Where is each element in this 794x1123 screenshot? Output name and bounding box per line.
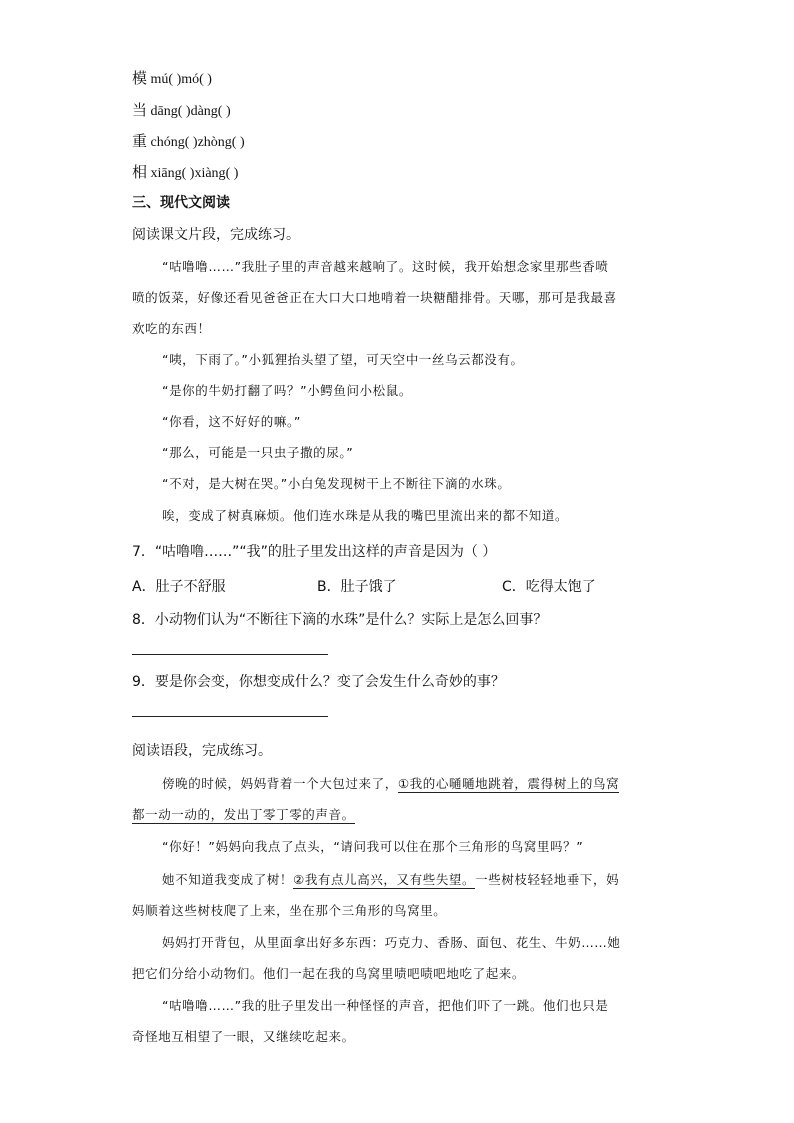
passage2-line: 妈妈打开背包，从里面拿出好多东西：巧克力、香肠、面包、花生、牛奶……她 <box>162 935 621 950</box>
option-c[interactable]: C．吃得太饱了 <box>502 579 596 595</box>
underlined-sentence-1-cont: 都一动一动的，发出丁零丁零的声音。 <box>132 807 355 822</box>
passage1-line: “咦，下雨了。”小狐狸抬头望了望，可天空中一丝乌云都没有。 <box>162 352 524 367</box>
reading1-intro: 阅读课文片段，完成练习。 <box>132 227 300 243</box>
passage2-line <box>162 870 619 888</box>
pinyin-reading-2: xiàng <box>194 166 226 181</box>
pinyin-reading-2: mó <box>181 72 200 87</box>
passage2-line <box>162 774 619 792</box>
pinyin-reading-1: dāng <box>150 104 178 119</box>
underlined-sentence-2: ②我有点儿高兴，又有些失望。 <box>293 872 476 887</box>
passage2-line <box>132 805 355 823</box>
section-title: 三、现代文阅读 <box>132 195 230 211</box>
answer-blank[interactable]: ( ) <box>231 135 245 150</box>
reading2-intro: 阅读语段，完成练习。 <box>132 743 272 759</box>
pinyin-reading-2: dàng <box>190 104 218 119</box>
answer-blank[interactable]: ( ) <box>168 72 182 87</box>
pinyin-reading-1: chóng <box>150 135 185 150</box>
pinyin-reading-1: xiāng <box>150 166 182 181</box>
passage1-line: “是你的牛奶打翻了吗？”小鳄鱼问小松鼠。 <box>162 383 412 398</box>
passage-text: 傍晚的时候，妈妈背着一个大包过来了， <box>162 776 398 791</box>
pinyin-row-zhong <box>132 130 245 151</box>
answer-blank[interactable]: ( ) <box>181 166 195 181</box>
passage1-line: “那么，可能是一只虫子撒的尿。” <box>162 445 354 460</box>
passage2-line: 把它们分给小动物们。他们一起在我的鸟窝里啧吧啧吧地吃了起来。 <box>132 966 526 981</box>
answer-blank[interactable]: ( ) <box>184 135 198 150</box>
pinyin-char: 相 <box>132 163 148 181</box>
pinyin-char: 重 <box>132 132 148 150</box>
underlined-sentence-1: ①我的心嗵嗵地跳着，震得树上的鸟窝 <box>397 776 620 791</box>
passage2-line: 奇怪地互相望了一眼，又继续吃起来。 <box>132 1029 355 1044</box>
pinyin-char: 模 <box>132 69 148 87</box>
answer-line[interactable] <box>132 716 328 717</box>
option-a[interactable]: A．肚子不舒服 <box>132 579 226 595</box>
passage2-line: “你好！”妈妈向我点了点头，“请问我可以住在那个三角形的鸟窝里吗？” <box>162 839 584 854</box>
passage1-line: “咕噜噜……”我肚子里的声音越来越响了。这时候，我开始想念家里那些香喷 <box>162 259 609 274</box>
passage-text: 一些树枝轻轻地垂下，妈 <box>475 872 620 887</box>
passage1-line: “不对，是大树在哭。”小白兔发现树干上不断往下滴的水珠。 <box>162 476 511 491</box>
passage2-line: “咕噜噜……”我的肚子里发出一种怪怪的声音，把他们吓了一跳。他们也只是 <box>162 998 609 1013</box>
question-8: 8．小动物们认为“不断往下滴的水珠”是什么？实际上是怎么回事？ <box>132 612 548 628</box>
pinyin-row-xiang <box>132 161 238 182</box>
answer-blank[interactable]: ( ) <box>217 104 231 119</box>
answer-blank[interactable]: ( ) <box>177 104 191 119</box>
pinyin-char: 当 <box>132 101 148 119</box>
answer-blank[interactable]: ( ) <box>199 72 212 87</box>
passage1-line: 欢吃的东西！ <box>132 321 211 336</box>
answer-line[interactable] <box>132 654 328 655</box>
passage-text: 她不知道我变成了树！ <box>162 872 294 887</box>
pinyin-row-dang <box>132 99 231 120</box>
pinyin-row-mo <box>132 67 212 88</box>
passage1-line: 唉，变成了树真麻烦。他们连水珠是从我的嘴巴里流出来的都不知道。 <box>162 508 569 523</box>
passage2-line: 妈顺着这些树枝爬了上来，坐在那个三角形的鸟窝里。 <box>132 903 447 918</box>
passage1-line: “你看，这不好好的嘛。” <box>162 414 301 429</box>
pinyin-reading-1: mú <box>150 72 169 87</box>
option-b[interactable]: B．肚子饿了 <box>317 579 397 595</box>
answer-blank[interactable]: ( ) <box>225 166 239 181</box>
question-7: 7．“咕噜噜……”“我”的肚子里发出这样的声音是因为（ ） <box>132 544 497 560</box>
question-9: 9．要是你会变，你想变成什么？变了会发生什么奇妙的事？ <box>132 674 505 690</box>
pinyin-reading-2: zhòng <box>197 135 232 150</box>
passage1-line: 喷的饭菜，好像还看见爸爸正在大口大口地啃着一块糖醋排骨。天哪，那可是我最喜 <box>132 290 617 305</box>
